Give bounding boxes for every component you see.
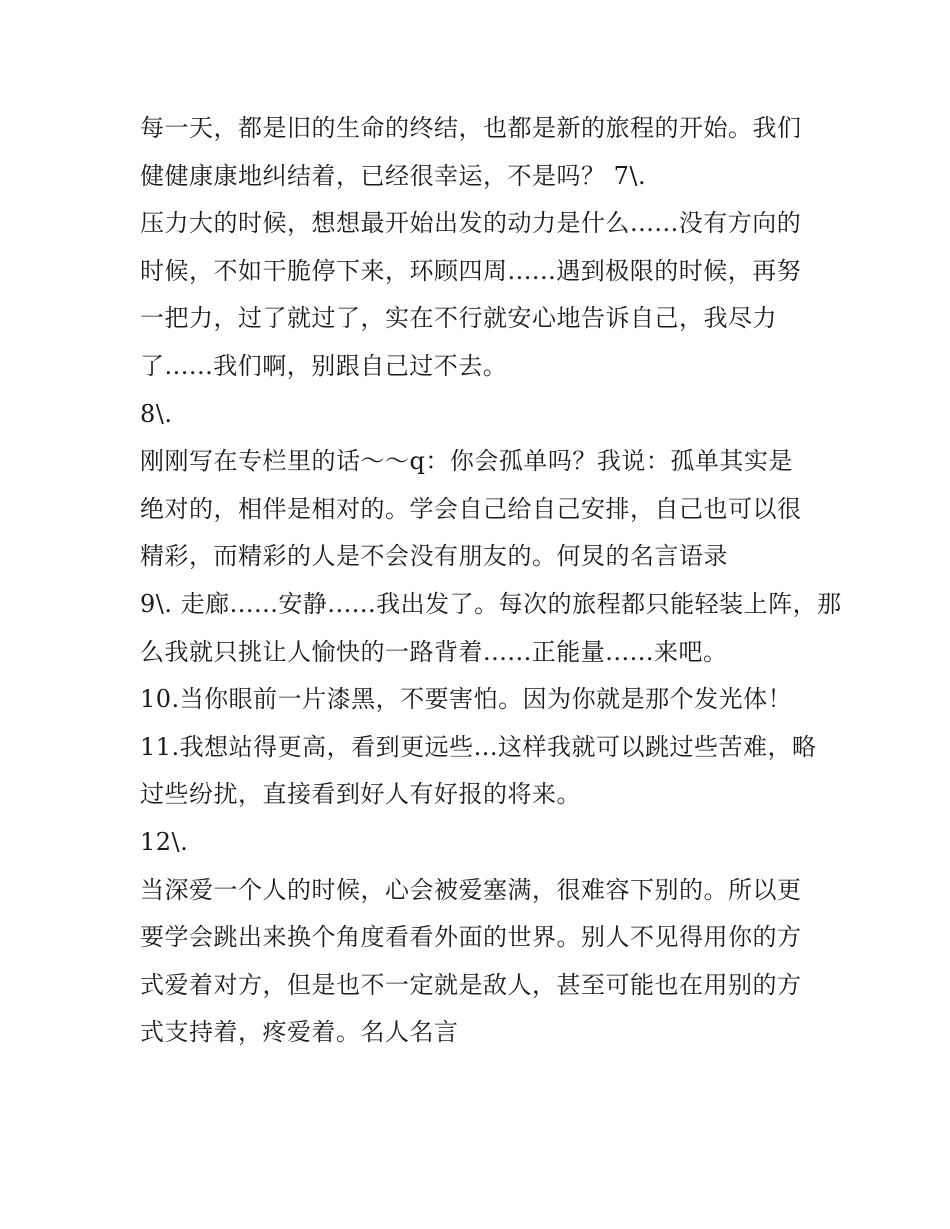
text-line: 绝对的，相伴是相对的。学会自己给自己安排，自己也可以很 — [140, 494, 802, 523]
text-line: 时候，不如干脆停下来，环顾四周......遇到极限的时候，再努 — [140, 256, 802, 285]
text-line: 精彩，而精彩的人是不会没有朋友的。何炅的名言语录 — [140, 542, 728, 571]
text-line: 压力大的时候，想想最开始出发的动力是什么......没有方向的 — [140, 209, 802, 238]
text-line: 健健康康地纠结着，已经很幸运，不是吗？ 7\. — [140, 161, 647, 190]
section-number: 8\. — [140, 399, 173, 428]
text-line: 刚刚写在专栏里的话～～q：你会孤单吗？我说：孤单其实是 — [140, 447, 793, 476]
text-line: 10.当你眼前一片漆黑，不要害怕。因为你就是那个发光体！ — [140, 685, 793, 714]
text-line: 每一天，都是旧的生命的终结，也都是新的旅程的开始。我们 — [140, 114, 802, 142]
text-line: 当深爱一个人的时候，心会被爱塞满，很难容下别的。所以更 — [140, 875, 802, 904]
text-line: 式支持着，疼爱着。名人名言 — [140, 1018, 459, 1047]
text-line: 一把力，过了就过了，实在不行就安心地告诉自己，我尽力 — [140, 304, 777, 333]
text-line: 要学会跳出来换个角度看看外面的世界。别人不见得用你的方 — [140, 923, 802, 952]
body-text — [140, 105, 842, 1057]
text-line: 式爱着对方，但是也不一定就是敌人，甚至可能也在用别的方 — [140, 970, 802, 999]
text-line: 么我就只挑让人愉快的一路背着......正能量......来吧。 — [140, 637, 728, 666]
text-line: 了......我们啊，别跟自己过不去。 — [140, 351, 508, 380]
text-line: 11.我想站得更高，看到更远些...这样我就可以跳过些苦难，略 — [140, 732, 817, 761]
text-line: 9\. 走廊......安静......我出发了。每次的旅程都只能轻装上阵，那 — [140, 589, 842, 618]
section-number: 12\. — [140, 827, 189, 856]
text-line: 过些纷扰，直接看到好人有好报的将来。 — [140, 780, 581, 809]
